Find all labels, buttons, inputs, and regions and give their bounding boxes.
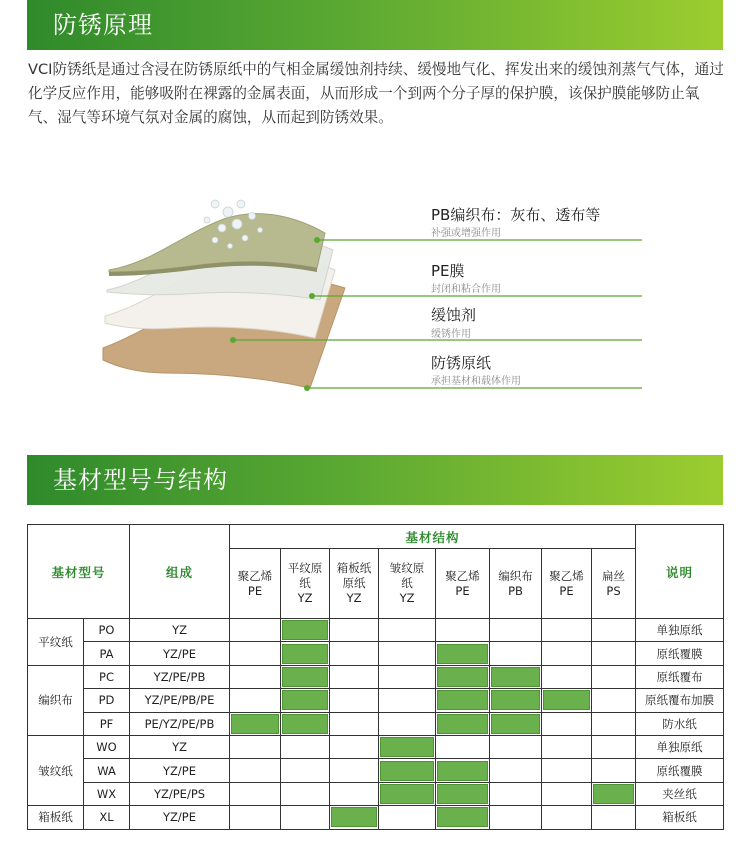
structure-cell-empty — [281, 806, 330, 829]
structure-cell-filled — [379, 735, 436, 758]
structure-fill-block — [282, 714, 328, 734]
note-cell: 原纸覆膜 — [636, 759, 724, 782]
table-row — [28, 806, 724, 829]
structure-cell-filled — [490, 712, 542, 735]
structure-cell-empty — [379, 642, 436, 665]
structure-fill-block — [380, 784, 434, 804]
section-banner-models — [27, 455, 723, 505]
model-code-cell: WA — [84, 759, 130, 782]
structure-cell-filled — [436, 665, 490, 688]
structure-column-header — [490, 549, 542, 619]
model-code-cell: PF — [84, 712, 130, 735]
structure-cell-empty — [230, 735, 281, 758]
spec-table-body — [28, 619, 724, 830]
structure-fill-block — [380, 761, 434, 781]
model-code-cell: PC — [84, 665, 130, 688]
structure-cell-filled — [330, 806, 379, 829]
structure-fill-block — [491, 667, 540, 687]
structure-cell-filled — [542, 689, 592, 712]
structure-cell-empty — [230, 782, 281, 805]
structure-cell-empty — [330, 642, 379, 665]
structure-fill-block — [437, 761, 488, 781]
composition-cell: YZ — [130, 619, 230, 642]
structure-cell-empty — [330, 735, 379, 758]
layer-label-paper-title: 防锈原纸 — [431, 354, 492, 372]
structure-cell-empty — [592, 665, 636, 688]
structure-fill-block — [437, 667, 488, 687]
structure-cell-empty — [379, 806, 436, 829]
structure-cell-empty — [230, 619, 281, 642]
table-row — [28, 782, 724, 805]
structure-fill-block — [282, 620, 328, 640]
structure-column-label-line: 聚乙烯 — [549, 568, 584, 583]
structure-cell-empty — [379, 689, 436, 712]
structure-cell-empty — [592, 735, 636, 758]
structure-fill-block — [543, 690, 590, 710]
structure-cell-filled — [281, 642, 330, 665]
structure-cell-empty — [490, 642, 542, 665]
layer-label-pe-title: PE膜 — [431, 262, 465, 280]
structure-cell-empty — [542, 665, 592, 688]
layer-diagram — [95, 188, 655, 408]
header-composition: 组成 — [130, 525, 230, 619]
structure-cell-empty — [592, 619, 636, 642]
structure-fill-block — [437, 784, 488, 804]
structure-cell-filled — [436, 782, 490, 805]
spec-table — [27, 524, 724, 830]
structure-column-header — [436, 549, 490, 619]
structure-fill-block — [380, 737, 434, 757]
composition-cell: YZ — [130, 735, 230, 758]
structure-column-header — [281, 549, 330, 619]
structure-column-label-line: 聚乙烯 — [237, 568, 273, 583]
structure-cell-empty — [542, 806, 592, 829]
structure-cell-empty — [330, 619, 379, 642]
table-row — [28, 689, 724, 712]
structure-cell-empty — [592, 689, 636, 712]
note-cell: 单独原纸 — [636, 735, 724, 758]
header-structure: 基材结构 — [230, 525, 636, 549]
model-code-cell: PA — [84, 642, 130, 665]
structure-cell-empty — [592, 712, 636, 735]
composition-cell: YZ/PE/PS — [130, 782, 230, 805]
structure-cell-empty — [542, 619, 592, 642]
structure-cell-empty — [542, 759, 592, 782]
structure-cell-empty — [436, 619, 490, 642]
structure-fill-block — [437, 690, 488, 710]
structure-cell-empty — [281, 759, 330, 782]
structure-cell-filled — [281, 619, 330, 642]
structure-column-label-line: PE — [247, 583, 263, 598]
structure-cell-filled — [230, 712, 281, 735]
header-note: 说明 — [636, 525, 724, 619]
structure-cell-filled — [436, 806, 490, 829]
note-cell: 原纸覆布加膜 — [636, 689, 724, 712]
structure-column-label-line: YZ — [399, 591, 415, 605]
composition-cell: YZ/PE — [130, 759, 230, 782]
structure-cell-empty — [330, 782, 379, 805]
structure-fill-block — [331, 807, 377, 827]
table-row — [28, 735, 724, 758]
structure-column-header — [230, 549, 281, 619]
structure-cell-empty — [592, 642, 636, 665]
model-code-cell: PD — [84, 689, 130, 712]
group-name-cell: 箱板纸 — [28, 806, 84, 829]
structure-cell-empty — [592, 759, 636, 782]
structure-cell-empty — [281, 735, 330, 758]
structure-cell-empty — [592, 806, 636, 829]
note-cell: 原纸覆膜 — [636, 642, 724, 665]
structure-cell-empty — [379, 665, 436, 688]
table-row — [28, 642, 724, 665]
header-model: 基材型号 — [28, 525, 130, 619]
structure-column-label-line: PE — [455, 583, 470, 598]
structure-cell-empty — [230, 642, 281, 665]
layer-label-woven-title: PB编织布：灰布、透布等 — [431, 206, 601, 224]
structure-fill-block — [282, 690, 328, 710]
section-banner-principle — [27, 0, 723, 50]
structure-column-label-line: PB — [508, 583, 523, 598]
composition-cell: PE/YZ/PE/PB — [130, 712, 230, 735]
structure-cell-empty — [436, 735, 490, 758]
section-title-principle: 防锈原理 — [53, 11, 153, 39]
structure-column-label-line: PS — [606, 583, 621, 598]
structure-cell-empty — [542, 642, 592, 665]
structure-cell-filled — [379, 759, 436, 782]
structure-cell-empty — [542, 712, 592, 735]
structure-cell-filled — [281, 665, 330, 688]
structure-cell-empty — [542, 782, 592, 805]
structure-cell-empty — [379, 712, 436, 735]
layer-label-woven-sub: 补强或增强作用 — [431, 228, 501, 239]
structure-column-header — [330, 549, 379, 619]
group-name-cell: 编织布 — [28, 665, 84, 735]
structure-column-label-line: PE — [559, 583, 574, 598]
structure-fill-block — [491, 714, 540, 734]
model-code-cell: PO — [84, 619, 130, 642]
structure-fill-block — [437, 807, 488, 827]
structure-cell-empty — [330, 665, 379, 688]
structure-column-label-line: 纸 — [401, 576, 413, 590]
table-row — [28, 759, 724, 782]
structure-cell-empty — [490, 782, 542, 805]
structure-cell-filled — [436, 689, 490, 712]
structure-cell-filled — [379, 782, 436, 805]
structure-cell-empty — [330, 759, 379, 782]
structure-column-label-line: 皱纹原 — [389, 561, 425, 575]
note-cell: 原纸覆布 — [636, 665, 724, 688]
structure-column-header — [592, 549, 636, 619]
structure-column-label-line: 箱板纸 — [336, 561, 372, 575]
structure-column-header — [542, 549, 592, 619]
section-title-models: 基材型号与结构 — [53, 466, 228, 494]
note-cell: 防水纸 — [636, 712, 724, 735]
structure-column-label-line: 扁丝 — [602, 568, 626, 583]
layer-label-inhibitor-title: 缓蚀剂 — [431, 306, 477, 324]
layer-label-pe-sub: 封闭和粘合作用 — [431, 284, 501, 295]
composition-cell: YZ/PE — [130, 806, 230, 829]
structure-cell-empty — [230, 759, 281, 782]
note-cell: 单独原纸 — [636, 619, 724, 642]
structure-column-label-line: 平纹原 — [287, 561, 323, 575]
structure-cell-filled — [281, 689, 330, 712]
structure-cell-empty — [542, 735, 592, 758]
composition-cell: YZ/PE — [130, 642, 230, 665]
structure-fill-block — [437, 644, 488, 664]
intro-paragraph: VCI防锈纸是通过含浸在防锈原纸中的气相金属缓蚀剂持续、缓慢地气化、挥发出来的缓蚀剂蒸气气体，通过化学反应作用，能够吸附在裸露的金属表面，从而形成一个到两个分子厚的保护膜，该保护膜能够防止氧气、湿气等环境气氛对金属的腐蚀，从而起到防锈效果。 — [28, 61, 724, 126]
structure-cell-filled — [436, 759, 490, 782]
structure-cell-empty — [330, 712, 379, 735]
layer-label-inhibitor-sub: 缓锈作用 — [431, 329, 471, 340]
group-name-cell: 平纹纸 — [28, 619, 84, 666]
structure-column-label-line: 纸 — [299, 576, 311, 590]
table-row — [28, 665, 724, 688]
note-cell: 箱板纸 — [636, 806, 724, 829]
structure-cell-empty — [490, 806, 542, 829]
structure-column-header — [379, 549, 436, 619]
structure-cell-filled — [490, 689, 542, 712]
structure-column-label-line: YZ — [297, 591, 313, 605]
structure-fill-block — [593, 784, 634, 804]
composition-cell: YZ/PE/PB/PE — [130, 689, 230, 712]
structure-cell-empty — [230, 665, 281, 688]
structure-cell-empty — [330, 689, 379, 712]
structure-cell-filled — [436, 642, 490, 665]
structure-cell-empty — [490, 759, 542, 782]
structure-fill-block — [231, 714, 279, 734]
structure-column-label-line: 聚乙烯 — [445, 568, 480, 583]
model-code-cell: WX — [84, 782, 130, 805]
model-code-cell: XL — [84, 806, 130, 829]
structure-cell-empty — [379, 619, 436, 642]
structure-cell-empty — [230, 806, 281, 829]
layer-label-paper-sub: 承担基材和载体作用 — [431, 376, 521, 387]
composition-cell: YZ/PE/PB — [130, 665, 230, 688]
note-cell: 夹丝纸 — [636, 782, 724, 805]
structure-column-label-line: 原纸 — [342, 576, 366, 590]
table-row — [28, 619, 724, 642]
structure-cell-filled — [490, 665, 542, 688]
table-row — [28, 712, 724, 735]
structure-cell-filled — [436, 712, 490, 735]
model-code-cell: WO — [84, 735, 130, 758]
group-name-cell: 皱纹纸 — [28, 735, 84, 805]
structure-column-label-line: 编织布 — [498, 568, 533, 583]
structure-fill-block — [437, 714, 488, 734]
structure-fill-block — [491, 690, 540, 710]
structure-cell-empty — [490, 619, 542, 642]
structure-fill-block — [282, 667, 328, 687]
structure-cell-empty — [490, 735, 542, 758]
structure-column-label-line: YZ — [346, 591, 362, 605]
structure-cell-filled — [281, 712, 330, 735]
structure-cell-empty — [230, 689, 281, 712]
structure-cell-filled — [592, 782, 636, 805]
structure-fill-block — [282, 644, 328, 664]
structure-cell-empty — [281, 782, 330, 805]
